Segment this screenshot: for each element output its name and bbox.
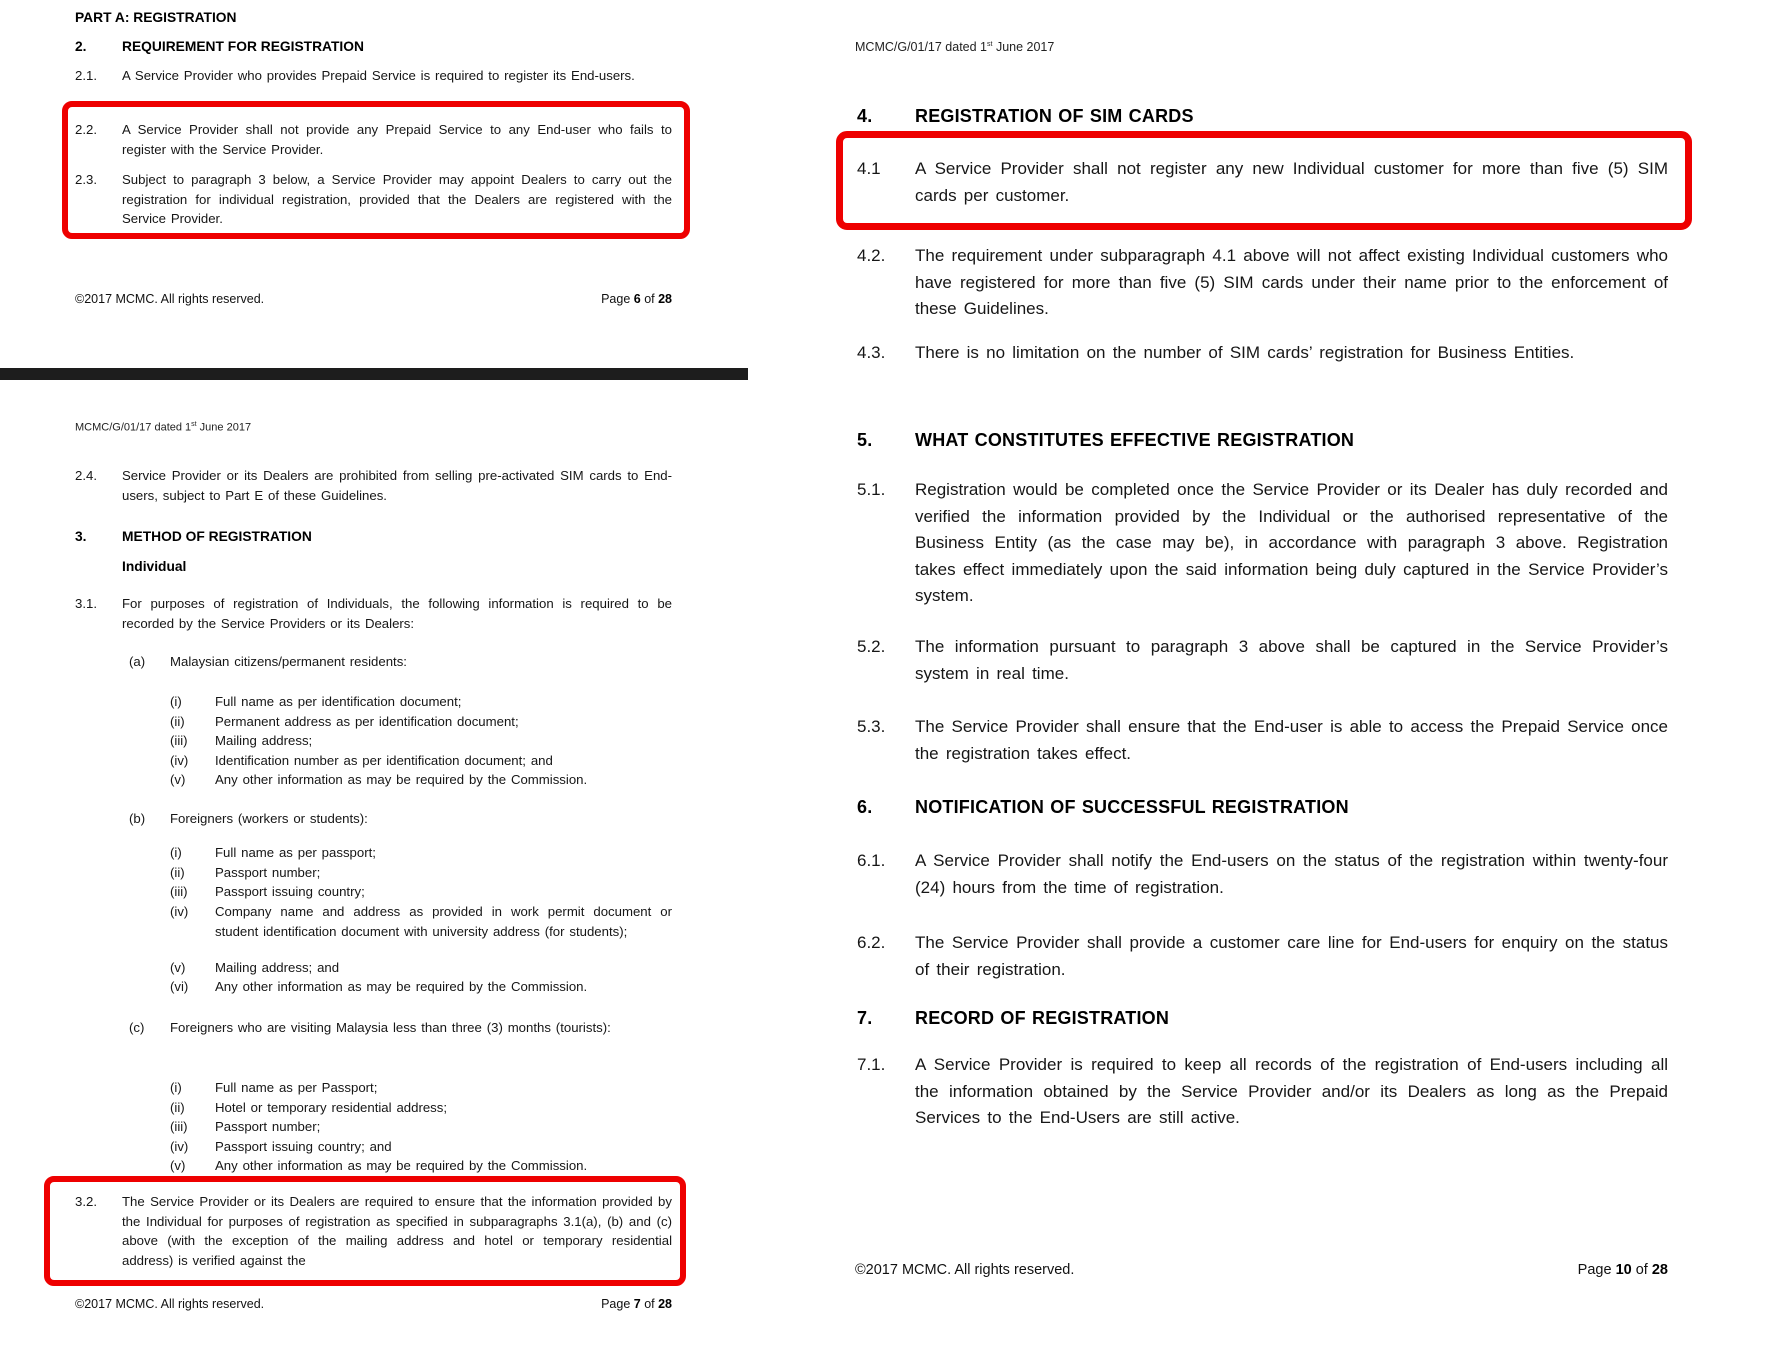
section-number: 3.: [75, 529, 87, 544]
list-item-text: Foreigners (workers or students):: [170, 811, 368, 826]
section-number: 2.: [75, 39, 87, 54]
paragraph-text: The requirement under subparagraph 4.1 above will not affect existing Individual customers who have registered for more than five (5) SIM cards under their name prior to the enforcement of these Guidelines.: [915, 246, 1668, 318]
paragraph-number: 2.1.: [75, 68, 97, 83]
list-item-text: Full name as per Passport;: [215, 1080, 378, 1095]
list-item-marker: (ii): [170, 714, 185, 729]
list-item-text: Full name as per identification document;: [215, 694, 462, 709]
paragraph-number: 2.4.: [75, 468, 97, 483]
list-item-marker: (ii): [170, 1100, 185, 1115]
list-item: [170, 882, 672, 902]
paragraph-number: 2.2.: [75, 122, 97, 137]
section-title: WHAT CONSTITUTES EFFECTIVE REGISTRATION: [915, 430, 1355, 450]
list-item-marker: (vi): [170, 979, 189, 994]
paragraph-text: Service Provider or its Dealers are prohibited from selling pre-activated SIM cards to End-users, subject to Part E of these Guidelines.: [122, 468, 672, 503]
list-item: [170, 770, 672, 790]
list-item-marker: (iii): [170, 884, 188, 899]
paragraph-number: 5.3.: [857, 717, 886, 736]
list-item-marker: (iii): [170, 1119, 188, 1134]
list-item-text: Passport number;: [215, 865, 321, 880]
list-item: [170, 712, 672, 732]
paragraph-number: 7.1.: [857, 1055, 886, 1074]
doc-ref-header: MCMC/G/01/17 dated 1st June 2017: [75, 421, 252, 434]
list-item-text: Any other information as may be required by the Commission.: [215, 1158, 588, 1173]
paragraph-6-2: [857, 930, 1668, 983]
paragraph-number: 4.2.: [857, 246, 886, 265]
copyright-text: ©2017 MCMC. All rights reserved.: [75, 1297, 265, 1311]
page-number: Page 7 of 28: [601, 1297, 672, 1311]
list-item-text: Malaysian citizens/permanent residents:: [170, 654, 407, 669]
paragraph-2-3: [75, 170, 672, 229]
paragraph-5-3: [857, 714, 1668, 767]
paragraph-number: 6.2.: [857, 933, 886, 952]
paragraph-text: For purposes of registration of Individuals, the following information is required to be recorded by the Service Providers or its Dealers:: [122, 596, 672, 631]
divider-bar: [0, 368, 748, 380]
paragraph-5-1: [857, 477, 1668, 610]
list-item: [170, 751, 672, 771]
list-item-marker: (b): [129, 811, 146, 826]
paragraph-number: 3.1.: [75, 596, 97, 611]
page-number: Page 6 of 28: [601, 292, 672, 306]
paragraph-number: 3.2.: [75, 1194, 97, 1209]
section-heading-3: [75, 529, 672, 544]
page7-footer: [75, 1297, 672, 1311]
paragraph-text: The Service Provider shall ensure that the End-user is able to access the Prepaid Service once the registration takes effect.: [915, 717, 1668, 763]
section-heading-7: [857, 1008, 1668, 1029]
section-number: 7.: [857, 1008, 873, 1028]
section-title: METHOD OF REGISTRATION: [122, 529, 312, 544]
paragraph-3-2: [75, 1192, 672, 1270]
list-item-text: Any other information as may be required by the Commission.: [215, 772, 588, 787]
list-item-text: Foreigners who are visiting Malaysia less than three (3) months (tourists):: [170, 1020, 611, 1035]
paragraph-2-1: [75, 66, 672, 86]
part-a-heading: PART A: REGISTRATION: [75, 10, 237, 25]
list-item-marker: (a): [129, 654, 146, 669]
list-item-text: Passport issuing country; and: [215, 1139, 392, 1154]
list-item-text: Full name as per passport;: [215, 845, 376, 860]
paragraph-text: The information pursuant to paragraph 3 above shall be captured in the Service Provider’s system in real time.: [915, 637, 1668, 683]
list-c-title: [129, 1018, 672, 1038]
list-item-text: Passport issuing country;: [215, 884, 365, 899]
copyright-text: ©2017 MCMC. All rights reserved.: [855, 1262, 1075, 1278]
paragraph-text: Subject to paragraph 3 below, a Service Provider may appoint Dealers to carry out the registration for individual registration, provided that the Dealers are registered with the Service Provider.: [122, 172, 672, 227]
paragraph-4-3: [857, 340, 1668, 367]
paragraph-number: 5.2.: [857, 637, 886, 656]
section-heading-5: [857, 430, 1668, 451]
list-item: [170, 977, 672, 997]
paragraph-text: The Service Provider or its Dealers are required to ensure that the information provided by the Individual for purposes of registration as specified in subparagraphs 3.1(a), (b) and (c) above (with the exception of the mailing address and hotel or temporary residential address) is verified against the: [122, 1194, 672, 1268]
paragraph-text: Registration would be completed once the Service Provider or its Dealer has duly recorded and verified the information provided by the Individual or the authorised representative of the Business Entity (as the case may be), in accordance with paragraph 3 above. Registration takes effect immediately upon the said information being duly captured in the Service Provider’s system.: [915, 480, 1668, 605]
section-title: REQUIREMENT FOR REGISTRATION: [122, 39, 364, 54]
paragraph-5-2: [857, 634, 1668, 687]
paragraph-3-1: [75, 594, 672, 633]
section-heading-6: [857, 797, 1668, 818]
paragraph-number: 4.3.: [857, 343, 886, 362]
list-b-title: [129, 809, 672, 829]
doc-ref-header: MCMC/G/01/17 dated 1st June 2017: [855, 40, 1055, 54]
list-item-marker: (iv): [170, 904, 189, 919]
list-item-marker: (iii): [170, 733, 188, 748]
list-item-text: Company name and address as provided in work permit document or student identification document with university address (for students);: [215, 904, 672, 939]
list-item-text: Hotel or temporary residential address;: [215, 1100, 448, 1115]
list-item: [170, 1117, 672, 1137]
list-item: [170, 843, 672, 863]
section-title: RECORD OF REGISTRATION: [915, 1008, 1170, 1028]
paragraph-text: There is no limitation on the number of SIM cards’ registration for Business Entities.: [915, 343, 1575, 362]
section-title: NOTIFICATION OF SUCCESSFUL REGISTRATION: [915, 797, 1349, 817]
list-item: [170, 1078, 672, 1098]
list-item-marker: (iv): [170, 753, 189, 768]
section-number: 4.: [857, 106, 873, 126]
list-item-text: Mailing address;: [215, 733, 313, 748]
list-item-text: Passport number;: [215, 1119, 321, 1134]
paragraph-number: 4.1: [857, 159, 881, 178]
list-item: [170, 1098, 672, 1118]
list-item-text: Identification number as per identification document; and: [215, 753, 553, 768]
section-number: 6.: [857, 797, 873, 817]
paragraph-text: A Service Provider shall notify the End-users on the status of the registration within twenty-four (24) hours from the time of registration.: [915, 851, 1668, 897]
paragraph-number: 2.3.: [75, 172, 97, 187]
paragraph-2-2: [75, 120, 672, 159]
paragraph-text: The Service Provider shall provide a customer care line for End-users for enquiry on the status of their registration.: [915, 933, 1668, 979]
paragraph-4-2: [857, 243, 1668, 323]
list-item-text: Mailing address; and: [215, 960, 340, 975]
section-title: REGISTRATION OF SIM CARDS: [915, 106, 1194, 126]
list-item: [170, 692, 672, 712]
list-item: [170, 1156, 672, 1176]
section-heading-2: [75, 39, 672, 54]
section-number: 5.: [857, 430, 873, 450]
list-item-marker: (v): [170, 772, 186, 787]
paragraph-6-1: [857, 848, 1668, 901]
paragraph-text: A Service Provider shall not register any new Individual customer for more than five (5) SIM cards per customer.: [915, 159, 1668, 205]
page6-footer: [75, 292, 672, 306]
list-item-marker: (i): [170, 694, 182, 709]
list-item-marker: (i): [170, 845, 182, 860]
paragraph-7-1: [857, 1052, 1668, 1132]
list-item: [170, 958, 672, 978]
list-item-marker: (ii): [170, 865, 185, 880]
paragraph-number: 5.1.: [857, 480, 886, 499]
list-item-marker: (iv): [170, 1139, 189, 1154]
list-item: [170, 1137, 672, 1157]
copyright-text: ©2017 MCMC. All rights reserved.: [75, 292, 265, 306]
paragraph-4-1: [857, 156, 1668, 209]
list-item-marker: (i): [170, 1080, 182, 1095]
section-heading-4: [857, 106, 1668, 127]
paragraph-text: A Service Provider is required to keep all records of the registration of End-users including all the information obtained by the Service Provider and/or its Dealers as long as the Prepaid Services to the End-Users are still active.: [915, 1055, 1668, 1127]
paragraph-2-4: [75, 466, 672, 505]
list-a-title: [129, 652, 672, 672]
list-item-marker: (v): [170, 960, 186, 975]
list-item: [170, 902, 672, 941]
paragraph-text: A Service Provider shall not provide any Prepaid Service to any End-user who fails to register with the Service Provider.: [122, 122, 672, 157]
paragraph-text: A Service Provider who provides Prepaid Service is required to register its End-users.: [122, 68, 635, 83]
page10-footer: [855, 1262, 1668, 1278]
subsection-subtitle: Individual: [122, 559, 187, 574]
list-item-marker: (c): [129, 1020, 145, 1035]
list-item: [170, 731, 672, 751]
list-item-marker: (v): [170, 1158, 186, 1173]
list-item: [170, 863, 672, 883]
list-item-text: Any other information as may be required by the Commission.: [215, 979, 588, 994]
list-item-text: Permanent address as per identification document;: [215, 714, 519, 729]
paragraph-number: 6.1.: [857, 851, 886, 870]
page-number: Page 10 of 28: [1577, 1262, 1668, 1278]
